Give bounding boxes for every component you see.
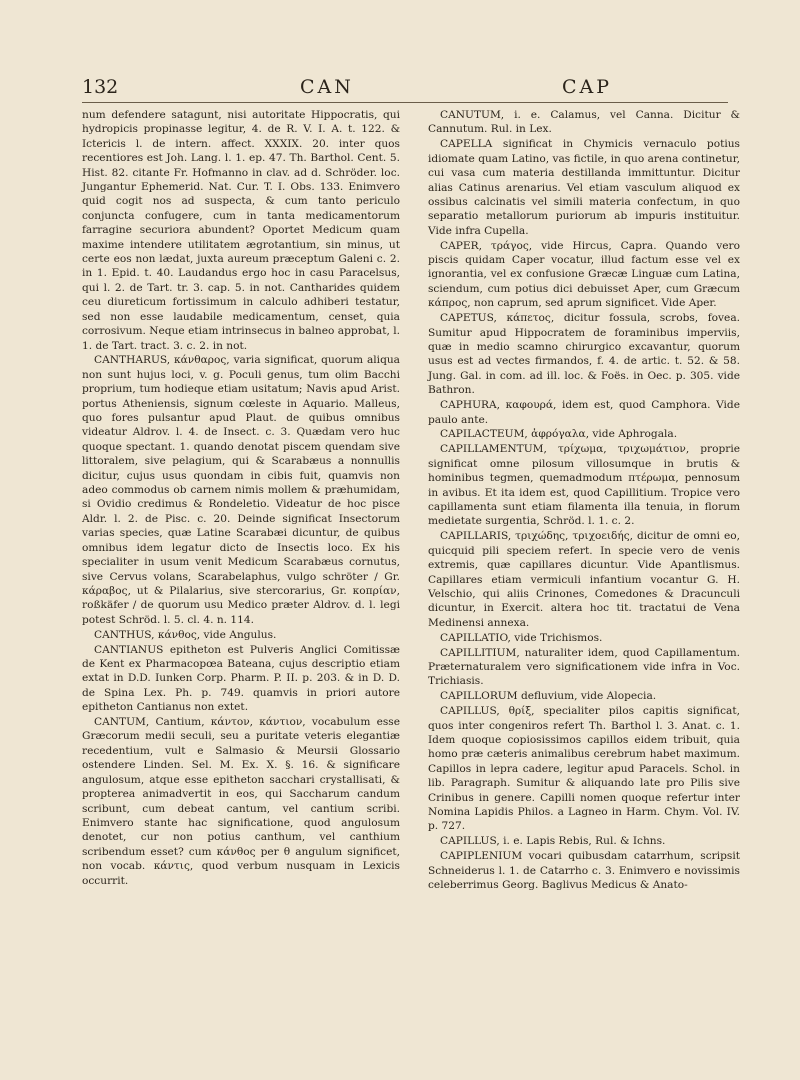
- page-number: 132: [82, 76, 119, 98]
- left-running-head: CAN: [300, 76, 354, 98]
- entry-capilacteum: CAPILACTEUM, ἀφρόγαλα, vide Aphrogala.: [440, 428, 678, 441]
- entry-canthus: CANTHUS, κάνθος, vide Angulus.: [94, 628, 277, 641]
- entry-capillitium: CAPILLITIUM, naturaliter idem, quod Capillamentum. Præternaturalem vero significationem vide infra in Voc. Trichiasis.: [428, 646, 740, 688]
- right-running-head: CAP: [562, 76, 613, 98]
- left-column: [82, 108, 400, 888]
- right-column: [428, 108, 740, 892]
- header-rule: [82, 102, 728, 103]
- entry-capillatio: CAPILLATIO, vide Trichismos.: [440, 631, 603, 644]
- entry-cantharus: CANTHARUS, κάνθαρος, varia significat, quorum aliqua non sunt hujus loci, v. g. Poculi genus, tum olim Bacchi proprium, tum hodieque etiam usitatum; Navis apud Arist. portus Atheniensis, signum cœleste in Aquario. Malleus, quo fores pulsantur apud Plaut. de quibus omnibus videatur Aldrov. l. 4. de Insect. c. 3. Quædam vero huc quoque spectant. 1. quando denotat piscem quendam sive littoralem, sive pelagium, qui & Scarabæus a nonnullis dicitur, cujus usus quondam in cibis fuit, quamvis non adeo commodus ob carnem nimis mollem & præhumidam, si Ovidio credimus & Rondeletio. Videatur de hoc pisce Aldr. l. 2. de Pisc. c. 20. Deinde significat Insectorum varias species, quæ Latine Scarabæi dicuntur, de quibus omnibus idem legatur dicto de Insectis loco. Ex his specialiter in usum venit Medicum Scarabæus cornutus, sive Cervus volans, Scarabelaphus, vulgo schröter / Gr. κάραβος, ut & Pilalarius, sive stercorarius, Gr. κοπρίαν, roßkäfer / de quorum usu Medico præter Aldrov. d. l. legi potest Schröd. l. 5. cl. 4. n. 114.: [82, 354, 400, 626]
- entry-caphura: CAPHURA, καφουρά, idem est, quod Camphora. Vide paulo ante.: [428, 399, 740, 426]
- running-header: [82, 70, 728, 100]
- entry-capetus: CAPETUS, κάπετος, dicitur fossula, scrobs, fovea. Sumitur apud Hippocratem de foraminibus imperviis, quæ in medio scamno chirurgico excavantur, quorum usus est ad vectes firmandos, f. 4. de artic. t. 52. & 58. Jung. Gal. in com. ad ill. loc. & Foës. in Oec. p. 305. vide Bathron.: [428, 312, 740, 397]
- entry-capillorum: CAPILLORUM defluvium, vide Alopecia.: [440, 690, 657, 703]
- entry-capiplenium: CAPIPLENIUM vocari quibusdam catarrhum, scripsit Schneiderus l. 1. de Catarrho c. 3. Enimvero e novissimis celeberrimus Georg. Baglivus Medicus & Anato-: [428, 850, 740, 892]
- entry-cantum: CANTUM, Cantium, κάντον, κάντιον, vocabulum esse Græcorum medii seculi, seu a puritate veteris elegantiæ recedentium, vult e Salmasio & Meursii Glossario ostendere Linden. Sel. M. Ex. X. §. 16. & significare angulosum, atque esse epitheton sacchari crystallisati, & propterea animadvertit in eos, qui Saccharum candum scribunt, cum debeat cantum, vel cantium scribi. Enimvero stante hac significatione, quod angulosum denotet, cur non potius canthum, vel canthium scribendum esset? cum κάνθος per θ angulum significet, non vocab. κάντις, quod verbum nusquam in Lexicis occurrit.: [82, 716, 400, 887]
- entry-capillamentum: CAPILLAMENTUM, τρίχωμα, τριχωμάτιον, proprie significat omne pilosum villosumque in brutis & hominibus tegmen, quemadmodum πτέρωμα, pennosum in avibus. Et ita idem est, quod Capillitium. Tropice vero capillamenta sunt etiam filamenta illa tenuia, in florum medietate surgentia, Schröd. l. 1. c. 2.: [428, 443, 740, 528]
- entry-paragraph: num defendere satagunt, nisi autoritate Hippocratis, qui hydropicis propinasse legitur, 4. de R. V. I. A. t. 122. & Ictericis l. de intern. affect. XXXIX. 20. inter quos recentiores est Joh. Lang. l. 1. ep. 47. Th. Barthol. Cent. 5. Hist. 82. citante Fr. Hofmanno in clav. ad d. Schröder. loc. Jungantur Ephemerid. Nat. Cur. T. I. Obs. 133. Enimvero quid cogit nos ad suspecta, & cum tanto periculo conjuncta confugere, cum in tanta medicamentorum farragine securiora abundent? Oportet Medicum quam maxime intendere utilitatem ægrotantium, sin minus, ut certe eos non lædat, juxta aureum præceptum Galeni c. 2. in 1. Epid. t. 40. Laudandus ergo hoc in casu Paracelsus, qui l. 2. de Tart. tr. 3. cap. 5. in not. Cantharides quidem ceu diureticum fortissimum in calculo adhiberi testatur, sed non esse laudabile medicamentum, censet, quia corrosivum. Neque etiam intrinsecus in balneo approbat, l. 1. de Tart. tract. 3. c. 2. in not.: [82, 109, 400, 352]
- entry-capillus: CAPILLUS, θρίξ, specialiter pilos capitis significat, quos inter congeniros refert Th. Barthol l. 3. Anat. c. 1. Idem quoque copiosissimos capillos eidem tribuit, quia homo præ cæteris animalibus cerebrum habet maximum. Capillos in lepra cadere, legitur apud Paracels. Schol. in lib. Paragraph. Sumitur & aliquando late pro Pilis sive Crinibus in genere. Capilli nomen quoque refertur inter Nomina Lapidis Philos. a Lagneo in Harm. Chym. Vol. IV. p. 727.: [428, 705, 740, 833]
- entry-caper: CAPER, τράγος, vide Hircus, Capra. Quando vero piscis quidam Caper vocatur, illud factum esse vel ex ignorantia, vel ex confusione Græcæ Linguæ cum Latina, sciendum, cum potius dici debuisset Aper, cum Græcum κάπρος, non caprum, sed aprum significet. Vide Aper.: [428, 239, 740, 310]
- entry-capillus-rebis: CAPILLUS, i. e. Lapis Rebis, Rul. & Ichns.: [440, 835, 666, 848]
- entry-capella: CAPELLA significat in Chymicis vernaculo potius idiomate quam Latino, vas fictile, in quo arena continetur, cui vasa cum materia destillanda immittuntur. Dicitur alias Catinus arenarius. Vel etiam vasculum aliquod ex ossibus calcinatis vel simili materia confectum, in quo separatio metallorum puriorum ab impuris instituitur. Vide infra Cupella.: [428, 138, 740, 237]
- entry-capillaris: CAPILLARIS, τριχώδης, τριχοειδής, dicitur de omni eo, quicquid pili speciem refert. In specie vero de venis extremis, quæ capillares dicuntur. Vide Apantlismus. Capillares etiam vermiculi infantium vocantur G. H. Velschio, qui aliis Crinones, Comedones & Dracunculi dicuntur, in Exercit. altera hoc tit. tractatui de Vena Medinensi annexa.: [428, 530, 740, 629]
- entry-cantianus: CANTIANUS epitheton est Pulveris Anglici Comitissæ de Kent ex Pharmacopœa Bateana, cujus descriptio etiam extat in D.D. Iunken Corp. Pharm. P. II. p. 203. & in D. D. de Spina Lex. Ph. p. 749. quamvis in priori autore epitheton Cantianus non extet.: [82, 643, 400, 714]
- entry-canutum: CANUTUM, i. e. Calamus, vel Canna. Dicitur & Cannutum. Rul. in Lex.: [428, 109, 740, 136]
